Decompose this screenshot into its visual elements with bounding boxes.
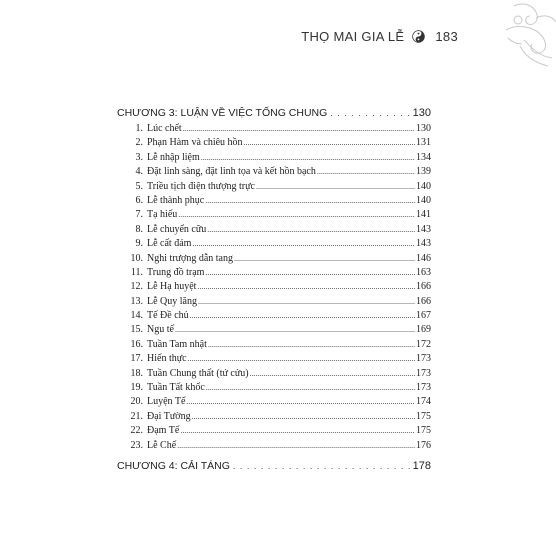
toc-entry bbox=[117, 152, 431, 166]
dot-leader bbox=[256, 182, 415, 191]
entry-number: 5. bbox=[135, 180, 143, 192]
dot-leader bbox=[201, 153, 415, 162]
dot-leader bbox=[192, 412, 415, 421]
entry-number: 15. bbox=[130, 324, 143, 336]
toc-entry bbox=[117, 267, 431, 281]
entry-page: 175 bbox=[416, 425, 431, 437]
dot-leader bbox=[177, 441, 415, 450]
running-header bbox=[301, 29, 458, 44]
dot-leader bbox=[180, 426, 415, 435]
dot-leader bbox=[208, 340, 415, 349]
toc-entry bbox=[117, 324, 431, 338]
dot-leader bbox=[206, 383, 415, 392]
entry-number: 20. bbox=[130, 396, 143, 408]
chapter-heading bbox=[117, 460, 431, 476]
entry-title: Tuần Tam nhật bbox=[147, 338, 207, 350]
entry-title: Triều tịch điện thượng trực bbox=[147, 180, 255, 192]
entry-page: 173 bbox=[416, 382, 431, 394]
entry-page: 166 bbox=[416, 295, 431, 307]
toc-entry bbox=[117, 411, 431, 425]
dot-leader bbox=[186, 397, 415, 406]
entry-number: 7. bbox=[135, 209, 143, 221]
entry-page: 172 bbox=[416, 338, 431, 350]
entry-number: 19. bbox=[130, 382, 143, 394]
chapter-heading bbox=[117, 107, 431, 123]
entry-number: 16. bbox=[130, 338, 143, 350]
entry-title: Trung đồ trạm bbox=[147, 266, 205, 278]
toc-entry bbox=[117, 368, 431, 382]
running-title: THỌ MAI GIA LỄ bbox=[301, 29, 405, 44]
toc-entry bbox=[117, 296, 431, 310]
dot-leader bbox=[330, 108, 409, 118]
entry-title: Hiến thực bbox=[147, 353, 187, 365]
entry-page: 166 bbox=[416, 281, 431, 293]
entry-page: 146 bbox=[416, 252, 431, 264]
toc-entry bbox=[117, 425, 431, 439]
toc-entry bbox=[117, 137, 431, 151]
toc-entry bbox=[117, 281, 431, 295]
entry-number: 6. bbox=[135, 194, 143, 206]
dot-leader bbox=[190, 311, 415, 320]
chapter-title: CHƯƠNG 4: CẢI TÁNG bbox=[117, 459, 230, 472]
entry-page: 134 bbox=[416, 151, 431, 163]
dot-leader bbox=[233, 461, 410, 471]
dot-leader bbox=[205, 268, 415, 277]
entry-number: 12. bbox=[130, 281, 143, 293]
chapter-title: CHƯƠNG 3: LUẬN VỀ VIỆC TỐNG CHUNG bbox=[117, 107, 328, 119]
entry-title: Tuần Tất khốc bbox=[147, 382, 205, 394]
toc-entry bbox=[117, 209, 431, 223]
entry-number: 14. bbox=[130, 310, 143, 322]
dot-leader bbox=[183, 124, 415, 133]
entry-title: Nghi trượng dẫn tang bbox=[147, 252, 233, 264]
entry-title: Luyện Tế bbox=[147, 396, 186, 408]
entry-title: Đạm Tế bbox=[147, 425, 180, 437]
entry-number: 1. bbox=[135, 123, 143, 134]
entry-title: Lễ thành phục bbox=[147, 194, 205, 206]
chapter-page: 178 bbox=[412, 459, 431, 472]
toc-entry bbox=[117, 396, 431, 410]
entry-number: 17. bbox=[130, 353, 143, 365]
chapter-page: 130 bbox=[412, 107, 431, 119]
dot-leader bbox=[192, 239, 415, 248]
entry-page: 140 bbox=[416, 194, 431, 206]
entry-page: 176 bbox=[416, 439, 431, 451]
dot-leader bbox=[205, 196, 415, 205]
entry-page: 143 bbox=[416, 223, 431, 235]
entry-number: 23. bbox=[130, 439, 143, 451]
entry-title: Lúc chết bbox=[147, 123, 182, 134]
entry-title: Lễ nhập liệm bbox=[147, 151, 200, 163]
entry-number: 18. bbox=[130, 367, 143, 379]
entry-title: Đặt linh sàng, đặt linh tọa và kết hồn bạch bbox=[147, 166, 316, 178]
entry-number: 9. bbox=[135, 238, 143, 250]
entry-title: Tạ hiếu bbox=[147, 209, 178, 221]
entry-title: Lễ Chế bbox=[147, 439, 177, 451]
entry-page: 140 bbox=[416, 180, 431, 192]
entry-title: Đại Tường bbox=[147, 410, 191, 422]
toc-entry bbox=[117, 440, 431, 454]
entry-page: 169 bbox=[416, 324, 431, 336]
entry-title: Lễ chuyển cữu bbox=[147, 223, 207, 235]
page-number: 183 bbox=[435, 29, 458, 44]
toc-entry bbox=[117, 181, 431, 195]
entry-title: Phạn Hàm và chiêu hồn bbox=[147, 137, 243, 149]
entry-page: 130 bbox=[416, 123, 431, 134]
toc-entry bbox=[117, 224, 431, 238]
entry-page: 163 bbox=[416, 266, 431, 278]
entry-title: Tuần Chung thất (tứ cửu) bbox=[147, 367, 249, 379]
toc-entry bbox=[117, 353, 431, 367]
dot-leader bbox=[197, 282, 415, 291]
entry-number: 3. bbox=[135, 151, 143, 163]
entry-page: 175 bbox=[416, 410, 431, 422]
toc-entry bbox=[117, 310, 431, 324]
entry-page: 173 bbox=[416, 367, 431, 379]
dot-leader bbox=[178, 210, 415, 219]
toc-entry bbox=[117, 195, 431, 209]
entry-number: 21. bbox=[130, 410, 143, 422]
entry-page: 167 bbox=[416, 310, 431, 322]
entry-number: 11. bbox=[130, 266, 143, 278]
toc-entry bbox=[117, 382, 431, 396]
dot-leader bbox=[317, 167, 415, 176]
entry-number: 22. bbox=[130, 425, 143, 437]
toc-entry bbox=[117, 123, 431, 137]
entry-number: 10. bbox=[130, 252, 143, 264]
entry-title: Lễ Quy lăng bbox=[147, 295, 197, 307]
entry-title: Ngu tế bbox=[147, 324, 174, 336]
chapter-entries bbox=[117, 123, 431, 454]
dot-leader bbox=[244, 138, 415, 147]
dot-leader bbox=[234, 254, 415, 263]
dot-leader bbox=[198, 297, 415, 306]
entry-number: 13. bbox=[130, 295, 143, 307]
toc-entry bbox=[117, 253, 431, 267]
entry-number: 4. bbox=[135, 166, 143, 178]
entry-page: 141 bbox=[416, 209, 431, 221]
dot-leader bbox=[175, 325, 415, 334]
entry-title: Lễ Hạ huyệt bbox=[147, 281, 197, 293]
toc-entry bbox=[117, 166, 431, 180]
entry-page: 173 bbox=[416, 353, 431, 365]
table-of-contents bbox=[117, 107, 431, 476]
entry-number: 2. bbox=[135, 137, 143, 149]
entry-page: 131 bbox=[416, 137, 431, 149]
entry-page: 143 bbox=[416, 238, 431, 250]
toc-entry bbox=[117, 339, 431, 353]
yin-yang-icon bbox=[412, 30, 425, 43]
entry-number: 8. bbox=[135, 223, 143, 235]
dot-leader bbox=[250, 369, 415, 378]
entry-page: 174 bbox=[416, 396, 431, 408]
toc-entry bbox=[117, 238, 431, 252]
entry-title: Lễ cất đám bbox=[147, 238, 192, 250]
dot-leader bbox=[188, 354, 415, 363]
entry-title: Tế Đề chủ bbox=[147, 310, 189, 322]
dot-leader bbox=[207, 225, 415, 234]
entry-page: 139 bbox=[416, 166, 431, 178]
